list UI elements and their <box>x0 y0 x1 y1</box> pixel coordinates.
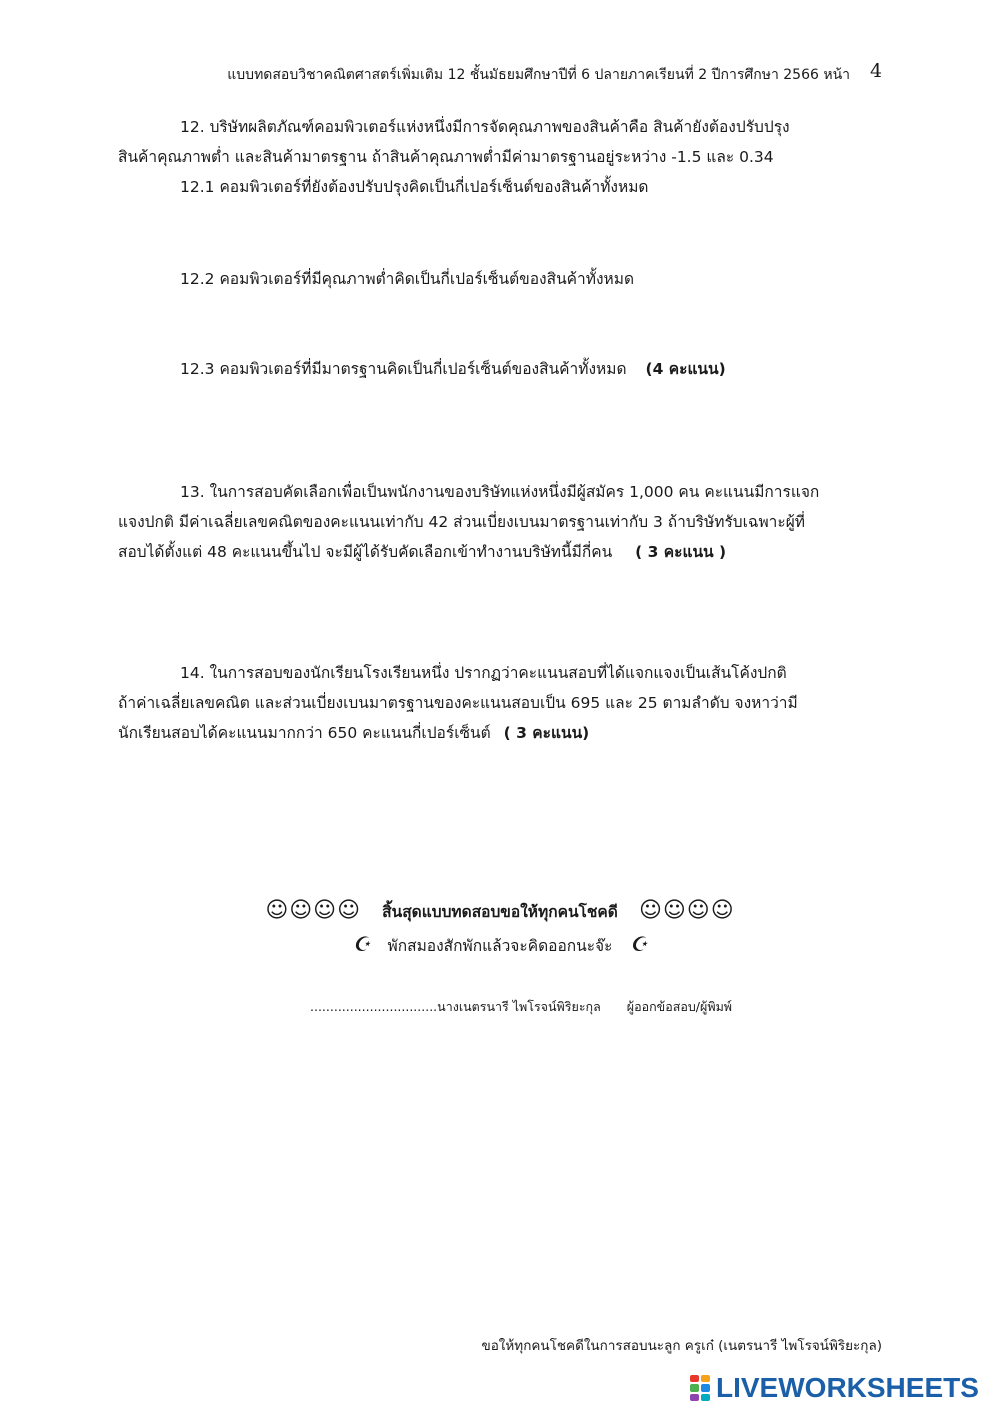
q14-line2: ถ้าค่าเฉลี่ยเลขคณิต และส่วนเบี่ยงเบนมาตรฐานของคะแนนสอบเป็น 695 และ 25 ตามลำดับ จงหาว่ามี <box>118 694 798 712</box>
closing-rest-text: พักสมองสักพักแล้วจะคิดออกนะจ๊ะ <box>387 937 613 955</box>
rest-line <box>0 932 1000 956</box>
q13-line3 <box>118 543 726 562</box>
page-number: 4 <box>870 60 883 82</box>
q12-line1: 12. บริษัทผลิตภัณฑ์คอมพิวเตอร์แห่งหนึ่งมีการจัดคุณภาพของสินค้าคือ สินค้ายังต้องปรับปรุง <box>180 118 790 136</box>
q14-line3 <box>118 724 589 743</box>
q12-sub3-text: 12.3 คอมพิวเตอร์ที่มีมาตรฐานคิดเป็นกี่เปอร์เซ็นต์ของสินค้าทั้งหมด <box>180 360 627 378</box>
moon-star-icon-right: ☪ <box>629 932 648 956</box>
q12-sub2: 12.2 คอมพิวเตอร์ที่มีคุณภาพต่ำคิดเป็นกี่เปอร์เซ็นต์ของสินค้าทั้งหมด <box>180 270 635 288</box>
q12-sub3 <box>180 360 726 379</box>
signature-line <box>310 997 732 1017</box>
q13-line2: แจงปกติ มีค่าเฉลี่ยเลขคณิตของคะแนนเท่ากับ 42 ส่วนเบี่ยงเบนมาตรฐานเท่ากับ 3 ถ้าบริษัทรับเฉพาะผู้ที่ <box>118 513 806 531</box>
q12-points: (4 คะแนน) <box>645 360 726 378</box>
q12-sub1: 12.1 คอมพิวเตอร์ที่ยังต้องปรับปรุงคิดเป็นกี่เปอร์เซ็นต์ของสินค้าทั้งหมด <box>180 178 649 196</box>
footer-text: ขอให้ทุกคนโชคดีในการสอบนะลูก ครูเก๋ (เนตรนารี ไพโรจน์พิริยะกุล) <box>481 1338 882 1354</box>
smiley-icon-left: ☺☺☺☺ <box>265 898 362 923</box>
liveworksheets-logo <box>690 1371 979 1405</box>
q14-points: ( 3 คะแนน) <box>503 724 590 742</box>
q14-line1: 14. ในการสอบของนักเรียนโรงเรียนหนึ่ง ปรากฏว่าคะแนนสอบที่ได้แจกแจงเป็นเส้นโค้งปกติ <box>180 664 787 682</box>
closing-end-text: สิ้นสุดแบบทดสอบขอให้ทุกคนโชคดี <box>382 903 618 921</box>
signature-name: นางเนตรนารี ไพโรจน์พิริยะกุล <box>437 999 601 1014</box>
q13-line1: 13. ในการสอบคัดเลือกเพื่อเป็นพนักงานของบริษัทแห่งหนึ่งมีผู้สมัคร 1,000 คน คะแนนมีการแจก <box>180 483 820 501</box>
q12-line2: สินค้าคุณภาพต่ำ และสินค้ามาตรฐาน ถ้าสินค้าคุณภาพต่ำมีค่ามาตรฐานอยู่ระหว่าง -1.5 และ 0.34 <box>118 148 774 166</box>
q13-line3-text: สอบได้ตั้งแต่ 48 คะแนนขึ้นไป จะมีผู้ได้รับคัดเลือกเข้าทำงานบริษัทนี้มีกี่คน <box>118 543 613 561</box>
liveworksheets-logo-icon <box>690 1375 710 1401</box>
q13-points: ( 3 คะแนน ) <box>635 543 727 561</box>
smiley-icon-right: ☺☺☺☺ <box>638 898 735 923</box>
page-header: แบบทดสอบวิชาคณิตศาสตร์เพิ่มเติม 12 ชั้นมัธยมศึกษาปีที่ 6 ปลายภาคเรียนที่ 2 ปีการศึกษา 2566 หน้า <box>227 67 850 83</box>
signature-role: ผู้ออกข้อสอบ/ผู้พิมพ์ <box>626 999 733 1014</box>
liveworksheets-logo-text: LIVEWORKSHEETS <box>716 1372 979 1403</box>
moon-star-icon-left: ☪ <box>352 932 371 956</box>
signature-dots: ................................ <box>310 999 438 1014</box>
closing-line <box>0 898 1000 923</box>
q14-line3-text: นักเรียนสอบได้คะแนนมากกว่า 650 คะแนนกี่เปอร์เซ็นต์ <box>118 724 491 742</box>
